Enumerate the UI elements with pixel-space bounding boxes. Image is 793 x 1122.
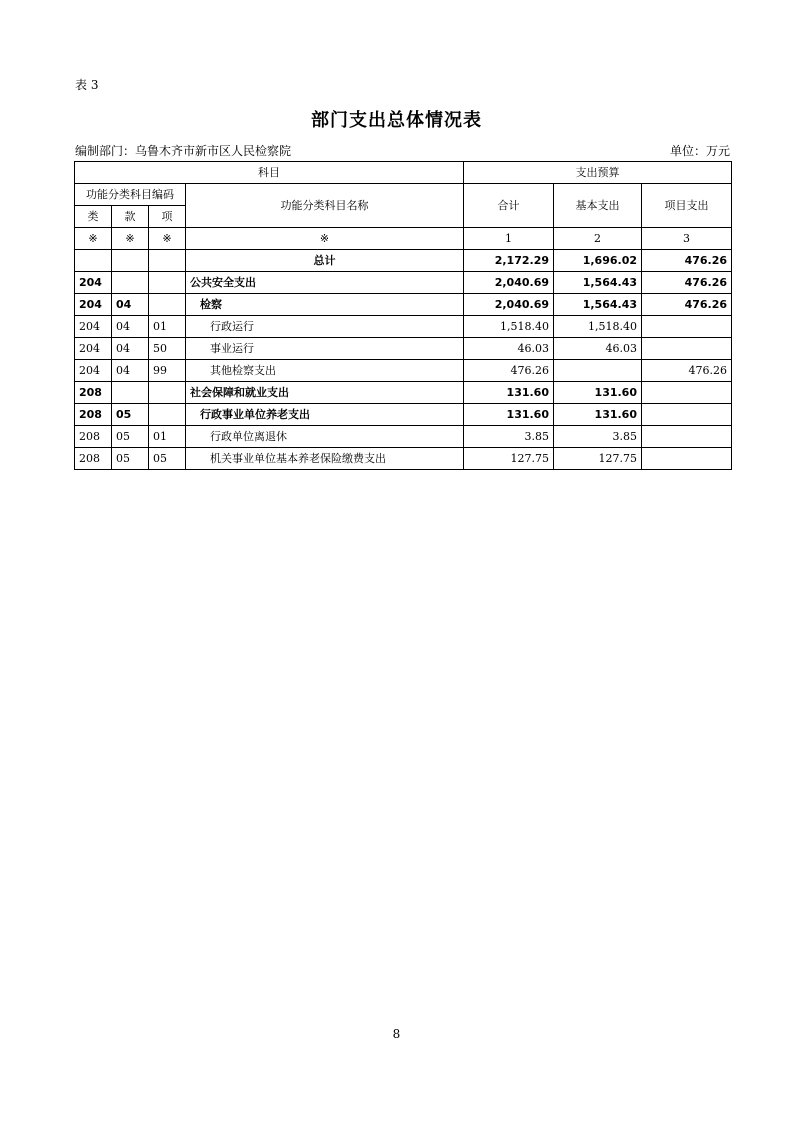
header-subject: 科目 <box>75 162 464 184</box>
cell-name: 机关事业单位基本养老保险缴费支出 <box>186 448 464 470</box>
cell-name: 其他检察支出 <box>186 360 464 382</box>
header-basic: 基本支出 <box>554 184 642 228</box>
cell-xiang <box>149 294 186 316</box>
table-row <box>75 360 732 382</box>
cell-kuan: 04 <box>112 294 149 316</box>
index-kuan: ※ <box>112 228 149 250</box>
cell-xiang: 01 <box>149 316 186 338</box>
cell-name: 行政事业单位养老支出 <box>186 404 464 426</box>
cell-name: 检察 <box>186 294 464 316</box>
cell-kuan <box>112 250 149 272</box>
table-row <box>75 426 732 448</box>
table-row <box>75 338 732 360</box>
index-project: 3 <box>642 228 732 250</box>
cell-lei: 208 <box>75 448 112 470</box>
cell-basic: 1,564.43 <box>554 272 642 294</box>
cell-xiang: 99 <box>149 360 186 382</box>
cell-project: 476.26 <box>642 294 732 316</box>
cell-xiang: 01 <box>149 426 186 448</box>
header-total: 合计 <box>464 184 554 228</box>
cell-basic: 1,696.02 <box>554 250 642 272</box>
cell-lei: 204 <box>75 338 112 360</box>
cell-name: 事业运行 <box>186 338 464 360</box>
cell-basic: 1,518.40 <box>554 316 642 338</box>
cell-total: 131.60 <box>464 404 554 426</box>
cell-total: 2,040.69 <box>464 272 554 294</box>
index-row <box>75 228 732 250</box>
table-row <box>75 448 732 470</box>
cell-xiang: 05 <box>149 448 186 470</box>
cell-lei <box>75 250 112 272</box>
cell-name: 行政运行 <box>186 316 464 338</box>
header-lei: 类 <box>75 206 112 228</box>
cell-kuan: 04 <box>112 360 149 382</box>
index-lei: ※ <box>75 228 112 250</box>
index-xiang: ※ <box>149 228 186 250</box>
cell-project <box>642 448 732 470</box>
header-row-1 <box>75 162 732 184</box>
cell-lei: 204 <box>75 294 112 316</box>
cell-total: 2,172.29 <box>464 250 554 272</box>
cell-total: 3.85 <box>464 426 554 448</box>
cell-kuan: 05 <box>112 426 149 448</box>
cell-project <box>642 382 732 404</box>
cell-project: 476.26 <box>642 250 732 272</box>
header-xiang: 项 <box>149 206 186 228</box>
org-label: 编制部门：乌鲁木齐市新市区人民检察院 <box>75 144 292 158</box>
cell-project <box>642 404 732 426</box>
cell-project: 476.26 <box>642 272 732 294</box>
cell-name: 社会保障和就业支出 <box>186 382 464 404</box>
cell-xiang <box>149 382 186 404</box>
cell-total: 2,040.69 <box>464 294 554 316</box>
cell-lei: 204 <box>75 316 112 338</box>
cell-total: 1,518.40 <box>464 316 554 338</box>
table-number: 表 3 <box>75 78 99 92</box>
cell-lei: 208 <box>75 404 112 426</box>
cell-project <box>642 338 732 360</box>
table-row <box>75 404 732 426</box>
header-func-name: 功能分类科目名称 <box>186 184 464 228</box>
index-name: ※ <box>186 228 464 250</box>
cell-basic <box>554 360 642 382</box>
cell-lei: 208 <box>75 382 112 404</box>
cell-xiang <box>149 404 186 426</box>
cell-lei: 204 <box>75 360 112 382</box>
cell-kuan: 05 <box>112 448 149 470</box>
index-total: 1 <box>464 228 554 250</box>
cell-total: 131.60 <box>464 382 554 404</box>
cell-project <box>642 316 732 338</box>
cell-kuan: 04 <box>112 338 149 360</box>
cell-project: 476.26 <box>642 360 732 382</box>
cell-basic: 131.60 <box>554 404 642 426</box>
cell-basic: 46.03 <box>554 338 642 360</box>
cell-project <box>642 426 732 448</box>
cell-xiang <box>149 272 186 294</box>
header-kuan: 款 <box>112 206 149 228</box>
table-row <box>75 294 732 316</box>
cell-lei: 204 <box>75 272 112 294</box>
cell-name: 总计 <box>186 250 464 272</box>
table-row <box>75 382 732 404</box>
expenditure-table <box>74 161 732 470</box>
cell-xiang <box>149 250 186 272</box>
header-project: 项目支出 <box>642 184 732 228</box>
cell-name: 行政单位离退休 <box>186 426 464 448</box>
unit-label: 单位：万元 <box>669 144 730 158</box>
cell-kuan <box>112 272 149 294</box>
cell-kuan <box>112 382 149 404</box>
cell-lei: 208 <box>75 426 112 448</box>
page-title: 部门支出总体情况表 <box>311 110 482 131</box>
cell-kuan: 04 <box>112 316 149 338</box>
cell-basic: 131.60 <box>554 382 642 404</box>
cell-basic: 3.85 <box>554 426 642 448</box>
header-row-2 <box>75 184 732 206</box>
table-row <box>75 272 732 294</box>
cell-basic: 1,564.43 <box>554 294 642 316</box>
table-row-total <box>75 250 732 272</box>
page-number: 8 <box>392 1027 401 1041</box>
index-basic: 2 <box>554 228 642 250</box>
cell-basic: 127.75 <box>554 448 642 470</box>
header-budget: 支出预算 <box>464 162 732 184</box>
cell-name: 公共安全支出 <box>186 272 464 294</box>
cell-total: 127.75 <box>464 448 554 470</box>
header-func-code: 功能分类科目编码 <box>75 184 186 206</box>
cell-xiang: 50 <box>149 338 186 360</box>
table-row <box>75 316 732 338</box>
cell-kuan: 05 <box>112 404 149 426</box>
cell-total: 46.03 <box>464 338 554 360</box>
cell-total: 476.26 <box>464 360 554 382</box>
meta-row <box>75 142 730 159</box>
